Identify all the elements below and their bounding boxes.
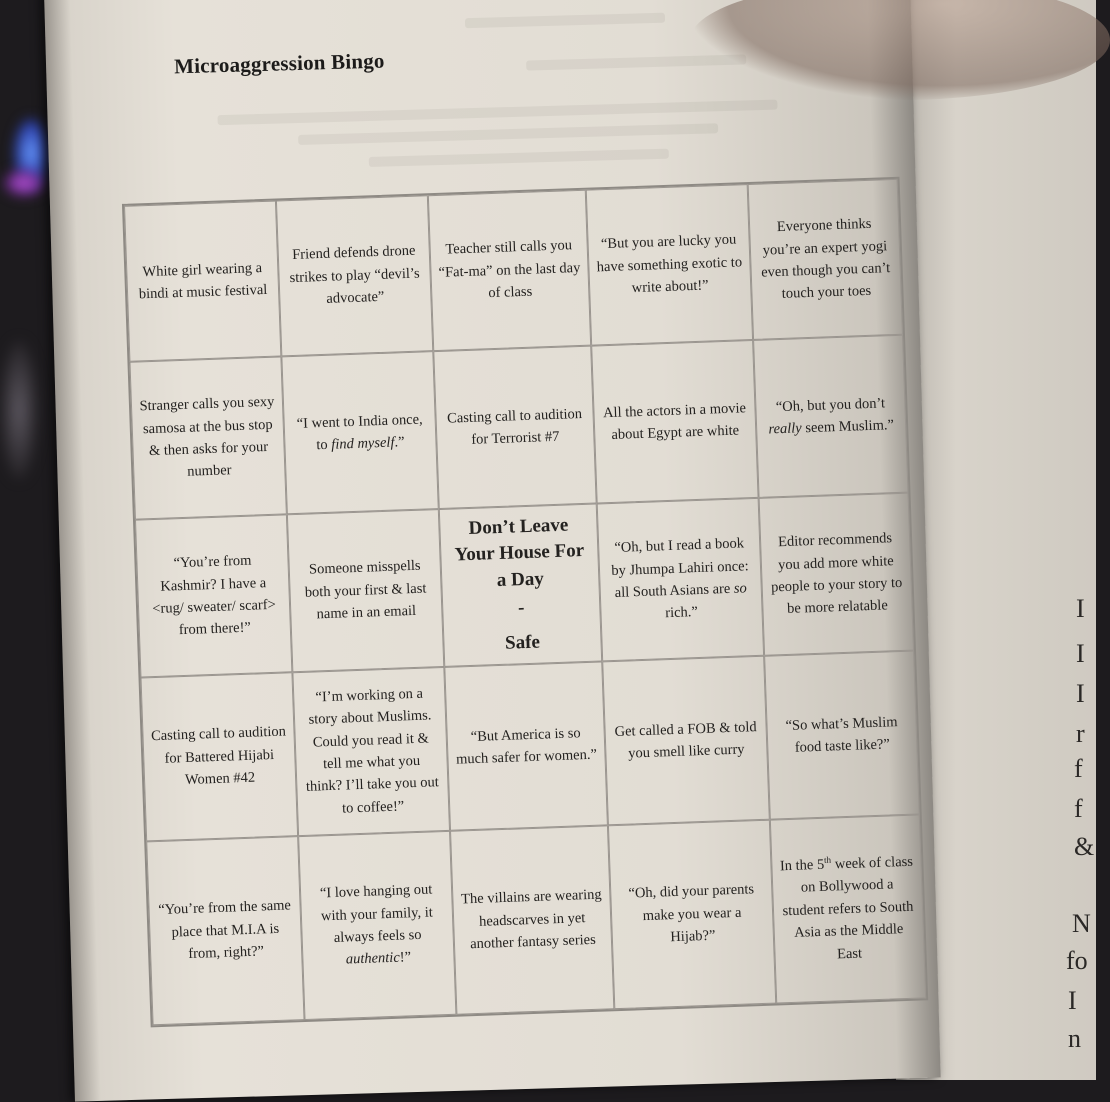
background-purple-light [4, 170, 44, 196]
bingo-cell-pre: “Oh, but I read a book by Jhumpa Lahiri once: all South Asians are [611, 535, 749, 601]
right-page-text-fragment: r [1076, 719, 1085, 748]
bingo-cell-text: “So what’s Muslim food taste like?” [785, 713, 898, 756]
bingo-cell-sup: th [823, 854, 832, 865]
bingo-cell-text [601, 397, 748, 447]
bingo-free-space [439, 504, 602, 667]
bingo-cell [129, 356, 286, 519]
bingo-cell-text: The villains are wearing headscarves in yet another fantasy series [460, 886, 602, 953]
right-page-text-fragment: I [1076, 679, 1085, 708]
bingo-cell-post: week of class on Bollywood a student refers to South Asia as the Middle East [782, 853, 914, 963]
free-space-sep: - [517, 597, 525, 619]
bleed-through-text [298, 123, 718, 145]
bingo-cell [597, 498, 764, 662]
right-page-text-fragment: N [1072, 909, 1091, 938]
bingo-cell-text [285, 240, 423, 312]
bingo-cell-text [460, 884, 604, 956]
bingo-cell-text [606, 532, 755, 627]
right-page-text-fragment: & [1074, 832, 1095, 861]
bingo-cell-text: Stranger calls you sexy samosa at the bus stop & then asks for your number [139, 393, 275, 481]
bingo-cell-pre: “I love hanging out with your family, it always feels so [319, 881, 434, 946]
bingo-cell-text: Everyone thinks you’re an expert yogi even though you can’t touch your toes [760, 215, 891, 303]
bingo-cell [292, 667, 450, 836]
left-book-page [44, 0, 941, 1102]
bingo-cell-text [768, 527, 905, 621]
right-page-text-fragment: I [1076, 639, 1085, 668]
bingo-cell-text: White girl wearing a bindi at music festival [138, 259, 268, 303]
bingo-cell-text: “Oh, did your parents make you wear a Hijab?” [628, 881, 755, 946]
free-space-line1: Don’t Leave Your House For a Day [454, 514, 585, 591]
bingo-cell [140, 672, 298, 841]
right-page-text-fragment: I [1068, 986, 1077, 1015]
bingo-cell [428, 190, 591, 351]
bingo-cell [450, 825, 614, 1014]
bingo-cell-text [144, 549, 283, 644]
bingo-cell [298, 831, 456, 1020]
bingo-cell [748, 179, 903, 340]
bingo-cell-text: Friend defends drone strikes to play “devil’s advocate” [289, 242, 420, 308]
bingo-cell-text: “I’m working on a story about Muslims. Could you read it & tell me what you think? I’ll take you out to coffee!” [305, 685, 440, 817]
bingo-cell [276, 195, 433, 356]
bleed-through-text [369, 149, 669, 167]
bingo-cell [281, 351, 438, 514]
right-page-text-fragment: fo [1066, 946, 1088, 975]
bingo-cell-post: seem Muslim.” [801, 417, 895, 437]
bingo-cell-post: !” [399, 949, 412, 967]
bingo-cell [287, 509, 444, 672]
bingo-cell [770, 814, 926, 1003]
right-page-text-fragment: f [1074, 754, 1083, 783]
bingo-cell [602, 656, 770, 826]
bingo-cell [586, 184, 753, 346]
bingo-cell [753, 335, 908, 498]
bingo-cell-text: “But you are lucky you have something exotic to write about!” [596, 231, 743, 297]
bingo-cell-text [612, 716, 759, 766]
bingo-cell-pre: In the 5 [779, 856, 825, 875]
bingo-cell-text [296, 555, 434, 627]
bingo-cell-text [779, 851, 917, 968]
bingo-cell-text [156, 895, 294, 967]
bingo-cell [608, 820, 776, 1010]
bingo-cell-text: Get called a FOB & told you smell like curry [614, 718, 757, 762]
bingo-cell [433, 346, 596, 509]
bingo-cell-text [301, 682, 442, 821]
bingo-cell-text [139, 391, 278, 486]
bingo-cell-text: All the actors in a movie about Egypt are white [602, 399, 747, 443]
right-page-text-fragment: f [1074, 794, 1083, 823]
bingo-cell [759, 493, 914, 656]
bingo-cell-text: Someone misspells both your first & last name in an email [304, 558, 427, 623]
bingo-cell-text [134, 256, 271, 306]
bingo-cell-post: .” [394, 434, 405, 451]
right-page-text-fragment: I [1076, 594, 1085, 623]
bingo-cell-text: “You’re from the same place that M.I.A is from, right?” [158, 897, 292, 963]
bingo-cell-text: Editor recommends you add more white people to your story to be more relatable [770, 530, 903, 618]
bingo-cell-text [757, 212, 894, 306]
bingo-cell-text: Casting call to audition for Battered Hijabi Women #42 [150, 723, 287, 789]
bingo-cell [591, 340, 758, 504]
bingo-cell-text [595, 229, 743, 301]
bingo-cell-pre: “Oh, but you don’t [775, 394, 886, 415]
bingo-cell-post: rich.” [664, 604, 699, 622]
bingo-grid [122, 177, 928, 1028]
bingo-cell [146, 836, 304, 1025]
bingo-cell-text: “You’re from Kashmir? I have a <rug/ sweater/ scarf> from there!” [152, 552, 277, 639]
bingo-cell-text [291, 408, 428, 458]
free-space-line2: Safe [504, 631, 541, 654]
bingo-cell-text [443, 402, 586, 452]
bingo-cell-em: really [768, 420, 803, 438]
bingo-cell-text [308, 878, 447, 973]
bleed-through-text [218, 100, 778, 126]
bingo-cell-text [763, 392, 898, 442]
bingo-cell-text [150, 721, 288, 793]
bingo-cell [764, 651, 920, 820]
bingo-cell [444, 661, 608, 830]
bingo-cell-text [618, 878, 766, 950]
right-page-text-fragment: n [1068, 1024, 1081, 1053]
bingo-cell [124, 201, 281, 362]
bingo-cell-em: find myself [330, 434, 395, 453]
bingo-cell-em: authentic [345, 950, 401, 969]
background-dim-light [0, 340, 38, 480]
page-title: Microaggression Bingo [173, 48, 385, 79]
bingo-cell-text [774, 710, 909, 760]
bingo-cell-em: so [733, 580, 748, 597]
bingo-cell-text: “But America is so much safer for women.” [455, 724, 598, 768]
bleed-through-text [465, 13, 665, 29]
bingo-cell-text [454, 721, 597, 771]
bingo-cell-text: Casting call to audition for Terrorist #7 [446, 405, 583, 448]
bingo-cell-pre: “I went to India once, to [296, 411, 423, 454]
bingo-cell-text: Teacher still calls you “Fat-ma” on the last day of class [438, 237, 581, 302]
bingo-cell [135, 514, 292, 677]
bingo-cell-text [437, 234, 581, 306]
